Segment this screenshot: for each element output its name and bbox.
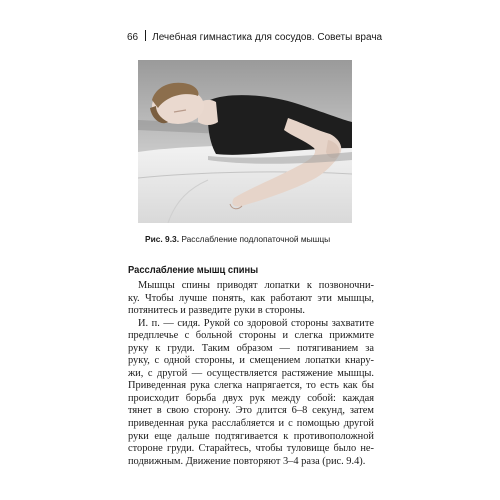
- text-line: тянет в свою сторону. Это длится 6–8 секунд, затем: [128, 405, 374, 417]
- text-line: ку. Чтобы лучше понять, как работают эти мышцы,: [128, 292, 374, 304]
- text-line: приведенная рука расслабляется и с помощью другой: [128, 418, 374, 430]
- text-line: подвижным. Движение повторяют 3–4 раза (рис. 9.4).: [128, 455, 366, 467]
- figure-caption: [145, 233, 365, 245]
- figure-caption-text: Расслабление подлопаточной мышцы: [179, 234, 331, 244]
- section-heading: Расслабление мышц спины: [128, 265, 259, 276]
- text-line: И. п. — сидя. Рукой со здоровой стороны захватите: [138, 317, 374, 329]
- text-line: жи, с другой — осуществляется растяжение мышцы.: [128, 367, 374, 379]
- running-header: [127, 30, 387, 44]
- text-line: руки еще дальше подтягивается к противоположной: [128, 430, 374, 442]
- page-number: 66: [127, 32, 139, 43]
- text-line: происходит борьба двух рук между собой: каждая: [128, 392, 374, 404]
- exercise-photo: [138, 60, 352, 223]
- text-line: руку к груди. Таким образом — потягиванием за: [128, 342, 374, 354]
- text-line: стороне груди. Старайтесь, чтобы туловище было не-: [128, 443, 374, 455]
- header-divider: [145, 30, 146, 41]
- paragraph-2: [128, 318, 374, 469]
- text-line: Мышцы спины приводят лопатки к позвоночни-: [138, 280, 374, 291]
- text-line: предплечье с больной стороны и слегка прижмите: [128, 330, 374, 342]
- paragraph-1: [128, 280, 374, 318]
- text-line: потянитесь и разведите руки в стороны.: [128, 305, 305, 317]
- figure-label: Рис. 9.3.: [145, 234, 180, 244]
- section-body: [128, 280, 374, 468]
- book-title: Лечебная гимнастика для сосудов. Советы врача: [152, 32, 383, 43]
- text-line: руку, с одной стороны, и смещением лопатки кнару-: [128, 355, 374, 367]
- text-line: Приведенная рука слегка напрягается, то есть как бы: [128, 380, 374, 392]
